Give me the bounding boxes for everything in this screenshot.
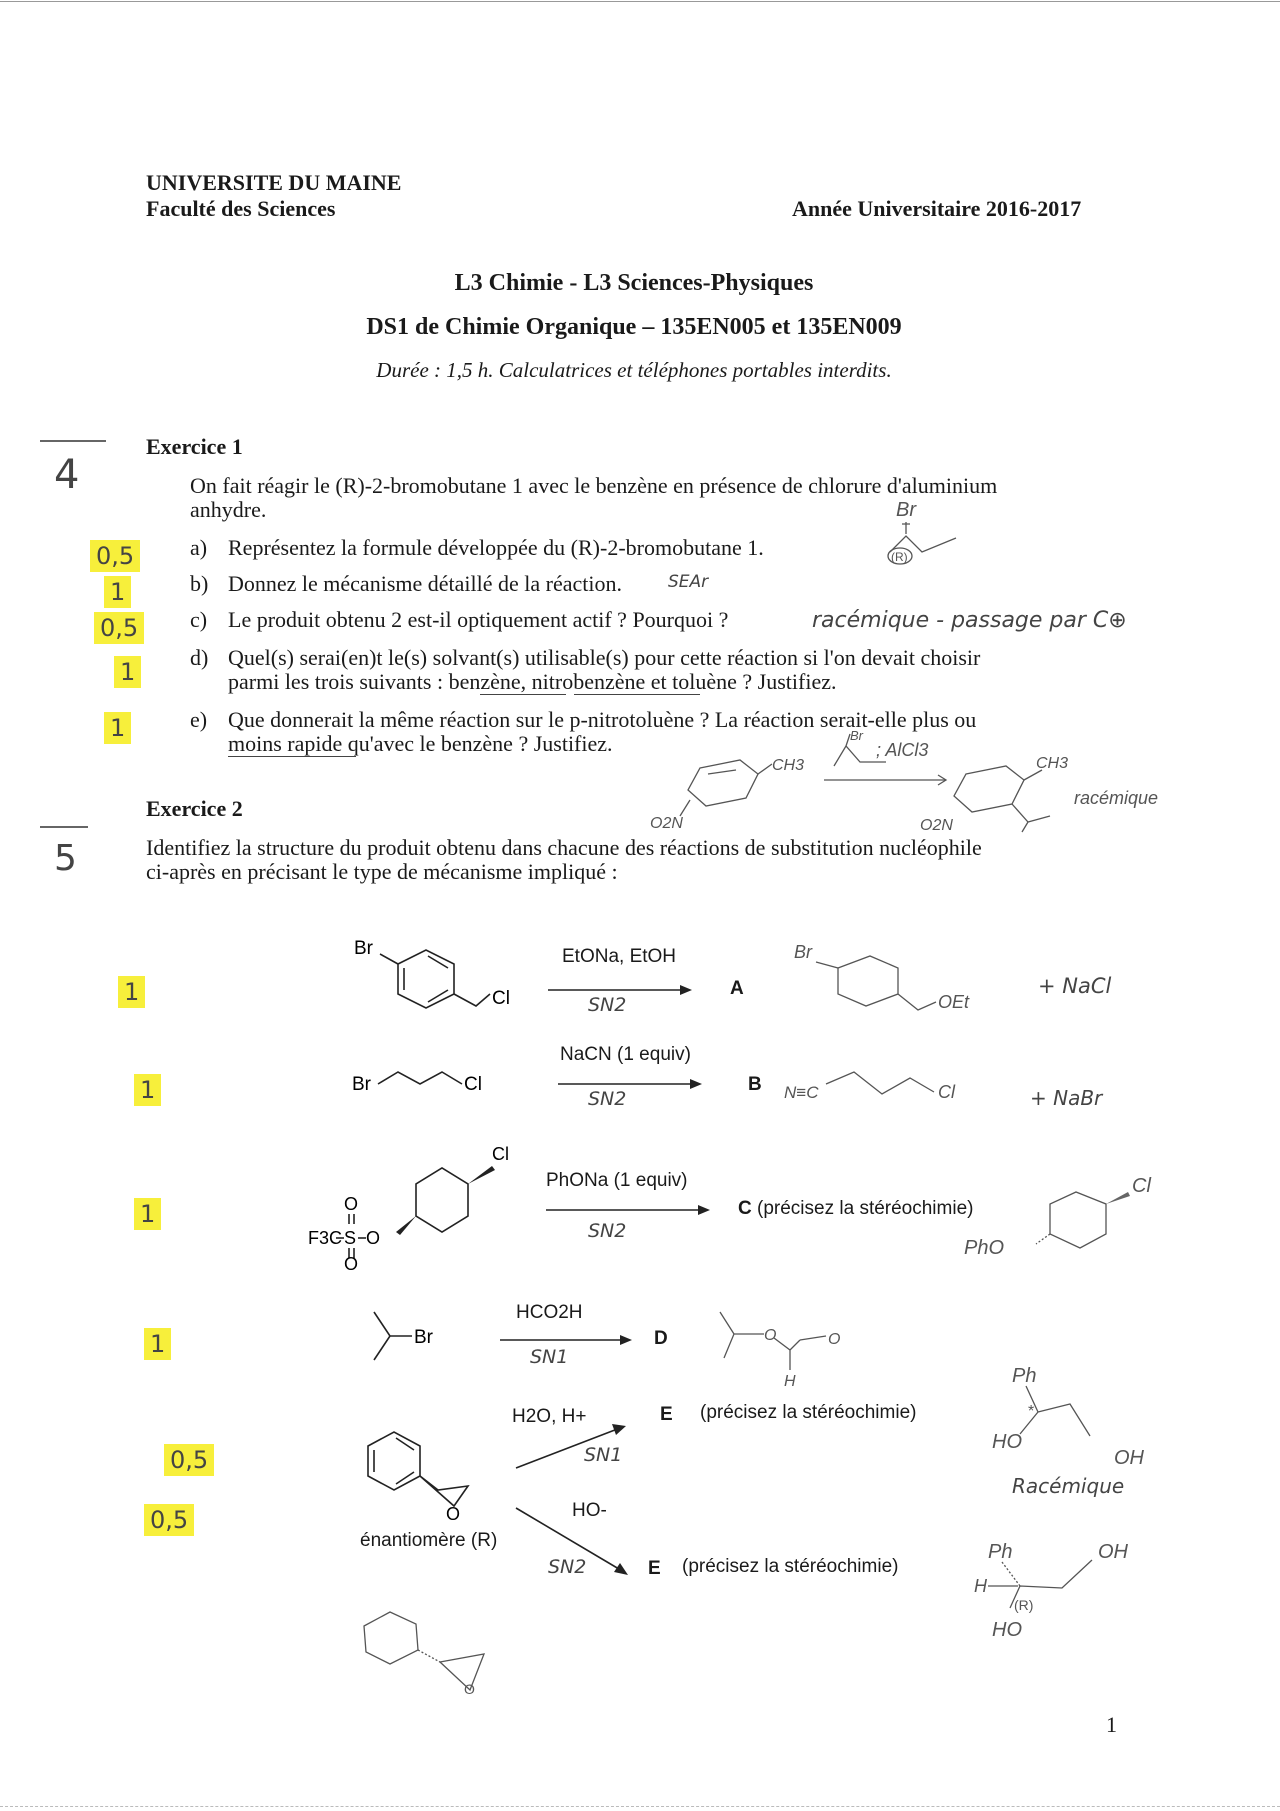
hand-b-cl: Cl (938, 1082, 955, 1102)
score-reaction-c: 1 (134, 1198, 161, 1230)
hand-c-wedge (1106, 1192, 1130, 1204)
mol-b-cl: Cl (464, 1074, 482, 1095)
handwritten-racemique-c: racémique - passage par C⊕ (812, 608, 1127, 633)
hand-d-co (800, 1336, 826, 1340)
handwritten-product-a (790, 940, 1030, 1020)
handwritten-br-label: Br (896, 499, 916, 521)
hand-b-chain (826, 1072, 934, 1094)
hand-no2-bond-1 (680, 800, 690, 816)
handwritten-product-d (716, 1304, 846, 1394)
underline-moins-rapide (228, 756, 356, 757)
mol-e-db2 (396, 1438, 414, 1450)
product-b-label: B (748, 1074, 762, 1095)
molecule-a-reactant (340, 930, 520, 1020)
mechanism-e2: SN2 (548, 1556, 587, 1578)
hand-e2-ho: HO (992, 1619, 1022, 1641)
reagent-d: HCO2H (516, 1302, 583, 1323)
hand-d-o1: O (764, 1327, 777, 1344)
molecule-e-reactant (364, 1420, 494, 1524)
handwritten-product-b (782, 1060, 1002, 1110)
question-c-text: Le produit obtenu 2 est-il optiquement actif ? Pourquoi ? (228, 607, 729, 632)
mol-a-db2 (428, 956, 448, 968)
mol-c-o-ester: O (366, 1228, 381, 1248)
exercise2-title: Exercice 2 (146, 796, 243, 821)
underline-benzene (480, 694, 566, 695)
reagent-b: NaCN (1 equiv) (560, 1044, 691, 1065)
hand-e2-h: H (974, 1576, 987, 1596)
arrow-d-head (620, 1335, 632, 1345)
score-d: 1 (114, 656, 141, 688)
mol-d-isopropyl (374, 1312, 412, 1360)
question-d-text2: parmi les trois suivants : benzène, nitrobenzène et toluène ? Justifiez. (228, 669, 837, 694)
score-reaction-a: 1 (118, 976, 145, 1008)
product-e1-note: (précisez la stéréochimie) (700, 1402, 917, 1423)
mechanism-a: SN2 (588, 994, 627, 1016)
hand-e1-oh: OH (1114, 1447, 1144, 1469)
mol-b-chain (378, 1072, 462, 1084)
hand-a-br-bond (816, 962, 838, 968)
exercise1-total-score: 4 (54, 452, 80, 498)
score-line-ex2 (40, 826, 88, 828)
hand-d-h: H (784, 1373, 796, 1390)
question-b-label: b) (190, 571, 209, 596)
hand-c-hash (1036, 1234, 1050, 1244)
score-reaction-e2: 0,5 (144, 1504, 194, 1536)
course-title: L3 Chimie - L3 Sciences-Physiques (454, 270, 814, 296)
reagent-c: PhONa (1 equiv) (546, 1170, 688, 1191)
exam-title: DS1 de Chimie Organique – 135EN005 et 135EN009 (366, 314, 902, 340)
bottom-rule (0, 1806, 1280, 1807)
faculty-name: Faculté des Sciences (146, 196, 336, 221)
score-e: 1 (104, 712, 131, 744)
mol-a-bond-br (380, 954, 398, 964)
hand-ring-1-sub (758, 764, 772, 774)
hand-racemique-e: racémique (1074, 788, 1159, 808)
product-e2-note: (précisez la stéréochimie) (682, 1556, 899, 1577)
hand-e2-hash (1002, 1562, 1020, 1586)
reagent-e2: HO- (572, 1500, 607, 1521)
mol-a-br: Br (354, 938, 373, 959)
question-b-text: Donnez le mécanisme détaillé de la réaction. (228, 571, 622, 596)
hand-o2n-1: O2N (650, 815, 683, 832)
mechanism-d: SN1 (530, 1346, 569, 1368)
exercise1-intro-line2: anhydre. (190, 497, 267, 522)
hand-c-ring (1050, 1192, 1106, 1248)
hand-e1-star: * (1028, 1403, 1035, 1420)
mechanism-e1: SN1 (584, 1444, 623, 1466)
question-a-text: Représentez la formule développée du (R)-2-bromobutane 1. (228, 535, 764, 560)
hand-ring-1-bond (708, 770, 736, 774)
mol-a-db3 (428, 990, 448, 1002)
hand-d-formate (720, 1312, 800, 1370)
handwritten-nabr: + NaBr (1030, 1086, 1103, 1110)
handwritten-r-label: (R) (891, 550, 908, 564)
mol-e-epoxide (420, 1476, 468, 1506)
molecule-d-reactant (370, 1306, 450, 1366)
reagent-e1: H2O, H+ (512, 1406, 587, 1427)
hand-epox-hash (418, 1650, 440, 1662)
question-e-label: e) (190, 707, 208, 732)
hand-d-o2: O (828, 1331, 841, 1348)
mol-a-cl: Cl (492, 988, 510, 1009)
molecule-b-reactant (350, 1060, 500, 1110)
exam-duration: Durée : 1,5 h. Calculatrices et téléphones portables interdits. (376, 358, 892, 382)
mol-e-ring (368, 1432, 420, 1490)
exercise2-intro-line1: Identifiez la structure du produit obtenu dans chacune des réactions de substitution nucléophile (146, 835, 982, 860)
mol-c-s: S (344, 1228, 357, 1248)
mol-d-br: Br (414, 1327, 433, 1348)
score-reaction-e1: 0,5 (164, 1444, 214, 1476)
mol-c-f3c: F3C (308, 1228, 343, 1248)
mol-c-ring (416, 1168, 468, 1232)
hand-o2n-2: O2N (920, 817, 953, 834)
arrow-e1-head (612, 1424, 626, 1435)
handwritten-sear: SEAr (668, 572, 709, 592)
arrow-e2-head (614, 1563, 628, 1575)
arrow-b (556, 1074, 706, 1094)
mol-c-wedge-o (396, 1216, 416, 1235)
hand-a-chain (898, 994, 936, 1010)
arrow-b-head (690, 1079, 702, 1089)
exercise1-intro-line1: On fait réagir le (R)-2-bromobutane 1 avec le benzène en présence de chlorure d'aluminium (190, 473, 998, 498)
score-line-ex1 (40, 440, 106, 442)
exercise2-intro-line2: ci-après en précisant le type de mécanisme impliqué : (146, 859, 618, 884)
handwritten-product-e2 (966, 1530, 1156, 1650)
hand-e2-ph: Ph (988, 1541, 1013, 1563)
score-reaction-b: 1 (134, 1074, 161, 1106)
question-c-label: c) (190, 607, 208, 632)
product-e2-label: E (648, 1558, 661, 1579)
hand-ch3-2: CH3 (1036, 755, 1069, 772)
score-c: 0,5 (94, 612, 144, 644)
arrow-c-head (698, 1205, 710, 1215)
reagent-a: EtONa, EtOH (562, 946, 677, 967)
hand-epox-ring (364, 1612, 418, 1664)
product-d-label: D (654, 1328, 668, 1349)
arrow-a-head (680, 985, 692, 995)
mol-e-o: O (446, 1504, 461, 1524)
mol-a-chain (454, 994, 490, 1006)
exercise1-title: Exercice 1 (146, 434, 243, 459)
hand-ring-1 (688, 760, 758, 806)
question-e-text2: moins rapide qu'avec le benzène ? Justifiez. (228, 731, 613, 756)
handwritten-racemique-e: Racémique (1012, 1474, 1125, 1498)
hand-c-pho: PhO (964, 1237, 1005, 1259)
hand-e1-ho: HO (992, 1431, 1022, 1453)
mechanism-c: SN2 (588, 1220, 627, 1242)
mol-b-br: Br (352, 1074, 371, 1095)
molecule-c-reactant (308, 1140, 522, 1274)
page-number: 1 (1106, 1712, 1117, 1737)
academic-year: Année Universitaire 2016-2017 (792, 196, 1082, 221)
handwritten-nacl: + NaCl (1038, 974, 1112, 998)
hand-c-cl: Cl (1132, 1175, 1151, 1197)
hand-a-ring (838, 956, 898, 1006)
score-b: 1 (104, 576, 131, 608)
enantiomer-label: énantiomère (R) (360, 1530, 498, 1551)
product-e1-label: E (660, 1404, 673, 1425)
handwritten-product-c (956, 1168, 1166, 1268)
question-d-text: Quel(s) serai(en)t le(s) solvant(s) utilisable(s) pour cette réaction si l'on devait choisir (228, 645, 981, 670)
hand-b-nc: N≡C (784, 1083, 819, 1102)
score-reaction-d: 1 (144, 1328, 171, 1360)
handwritten-product-e1 (986, 1356, 1156, 1469)
hand-epox-triangle (440, 1654, 484, 1690)
hand-e1-ph: Ph (1012, 1365, 1037, 1387)
hand-br-reagent: Br (850, 728, 863, 743)
underline-nitrobenzene (574, 694, 700, 695)
handwritten-nitrotoluene-scheme (650, 728, 1210, 838)
question-a-label: a) (190, 535, 208, 560)
question-e-text: Que donnerait la même réaction sur le p-nitrotoluène ? La réaction serait-elle plus ou (228, 707, 977, 732)
score-a: 0,5 (90, 540, 140, 572)
mol-c-wedge-cl (468, 1166, 495, 1184)
hand-a-oet: OEt (938, 992, 970, 1012)
product-c-label-row (738, 1198, 973, 1220)
handwritten-bromobutane-drawing (860, 496, 970, 566)
hand-sec-butyl (1012, 804, 1050, 832)
hand-a-br: Br (794, 942, 812, 962)
product-a-label: A (730, 978, 744, 999)
hand-epox-o: O (464, 1681, 475, 1697)
hand-alcl3: ; AlCl3 (876, 740, 929, 760)
product-c-label: C (738, 1198, 752, 1219)
handwritten-epoxide-sketch (360, 1596, 500, 1696)
product-c-note: (précisez la stéréochimie) (757, 1198, 974, 1219)
mechanism-b: SN2 (588, 1088, 627, 1110)
hand-e2-oh: OH (1098, 1541, 1128, 1563)
mol-e-db3 (396, 1472, 414, 1484)
arrow-c (544, 1200, 714, 1220)
mol-a-ring (398, 950, 454, 1008)
mol-c-o-bottom: O (344, 1254, 359, 1274)
mol-c-cl: Cl (492, 1144, 509, 1164)
top-rule (0, 1, 1280, 2)
hand-ch3-1: CH3 (772, 757, 805, 774)
question-d-label: d) (190, 645, 209, 670)
exercise2-total-score: 5 (54, 838, 77, 879)
mol-c-o-top: O (344, 1194, 359, 1214)
hand-e2-r: (R) (1014, 1597, 1034, 1613)
university-name: UNIVERSITE DU MAINE (146, 170, 402, 195)
